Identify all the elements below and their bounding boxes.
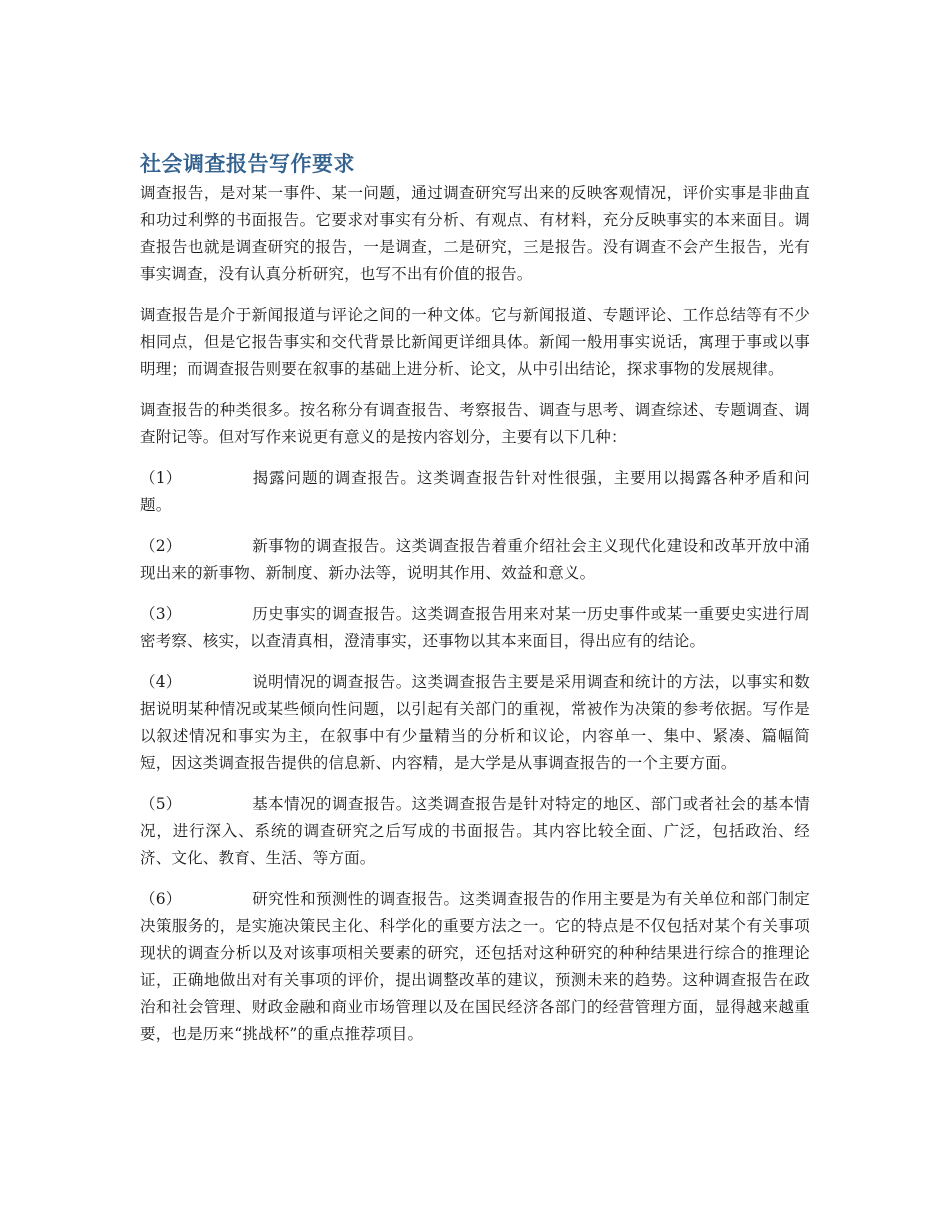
item-text: 研究性和预测性的调查报告。这类调查报告的作用主要是为有关单位和部门制定决策服务的，是实施决策民主化、科学化的重要方法之一。它的特点是不仅包括对某个有关事项现状的调查分析以及对该事项相关要素的研究，还包括对这种研究的种种结果进行综合的推理论证，正确地做出对有关事项的评价，提出调整改革的建议，预测未来的趋势。这种调查报告在政治和社会管理、财政金融和商业市场管理以及在国民经济各部门的经营管理方面，显得越来越重要，也是历来“挑战杯”的重点推荐项目。 [140,890,810,1043]
item-number: （5） [140,795,182,813]
document-title: 社会调查报告写作要求 [140,152,355,176]
list-item [140,669,810,777]
list-item [140,465,810,519]
item-number: （3） [140,605,182,623]
item-text: 历史事实的调查报告。这类调查报告用来对某一历史事件或某一重要史实进行周密考察、核实，以查清真相，澄清事实，还事物以其本来面目，得出应有的结论。 [140,605,810,650]
item-number: （6） [140,890,182,908]
paragraph-intro: 调查报告，是对某一事件、某一问题，通过调查研究写出来的反映客观情况，评价实事是非曲直和功过利弊的书面报告。它要求对事实有分析、有观点、有材料，充分反映事实的本来面目。调查报告也就是调查研究的报告，一是调查，二是研究，三是报告。没有调查不会产生报告，光有事实调查，没有认真分析研究，也写不出有价值的报告。 [140,184,810,283]
item-text: 揭露问题的调查报告。这类调查报告针对性很强，主要用以揭露各种矛盾和问题。 [140,469,810,514]
item-number: （4） [140,673,182,691]
item-number: （2） [140,537,182,555]
paragraph-genre: 调查报告是介于新闻报道与评论之间的一种文体。它与新闻报道、专题评论、工作总结等有不少相同点，但是它报告事实和交代背景比新闻更详细具体。新闻一般用事实说话，寓理于事或以事明理；而调查报告则要在叙事的基础上进分析、论文，从中引出结论，探求事物的发展规律。 [140,306,810,378]
item-text: 新事物的调查报告。这类调查报告着重介绍社会主义现代化建设和改革开放中涌现出来的新事物、新制度、新办法等，说明其作用、效益和意义。 [140,537,810,582]
paragraph-types: 调查报告的种类很多。按名称分有调查报告、考察报告、调查与思考、调查综述、专题调查、调查附记等。但对写作来说更有意义的是按内容划分，主要有以下几种： [140,401,810,446]
list-item [140,601,810,655]
item-text: 基本情况的调查报告。这类调查报告是针对特定的地区、部门或者社会的基本情况，进行深入、系统的调查研究之后写成的书面报告。其内容比较全面、广泛，包括政治、经济、文化、教育、生活、等方面。 [140,795,810,867]
item-number: （1） [140,469,182,487]
list-item [140,886,810,1048]
list-item [140,791,810,872]
item-text: 说明情况的调查报告。这类调查报告主要是采用调查和统计的方法，以事实和数据说明某种情况或某些倾向性问题，以引起有关部门的重视，常被作为决策的参考依据。写作是以叙述情况和事实为主，在叙事中有少量精当的分析和议论，内容单一、集中、紧凑、篇幅简短，因这类调查报告提供的信息新、内容精，是大学是从事调查报告的一个主要方面。 [140,673,810,772]
list-item [140,533,810,587]
document-page [140,150,810,1062]
